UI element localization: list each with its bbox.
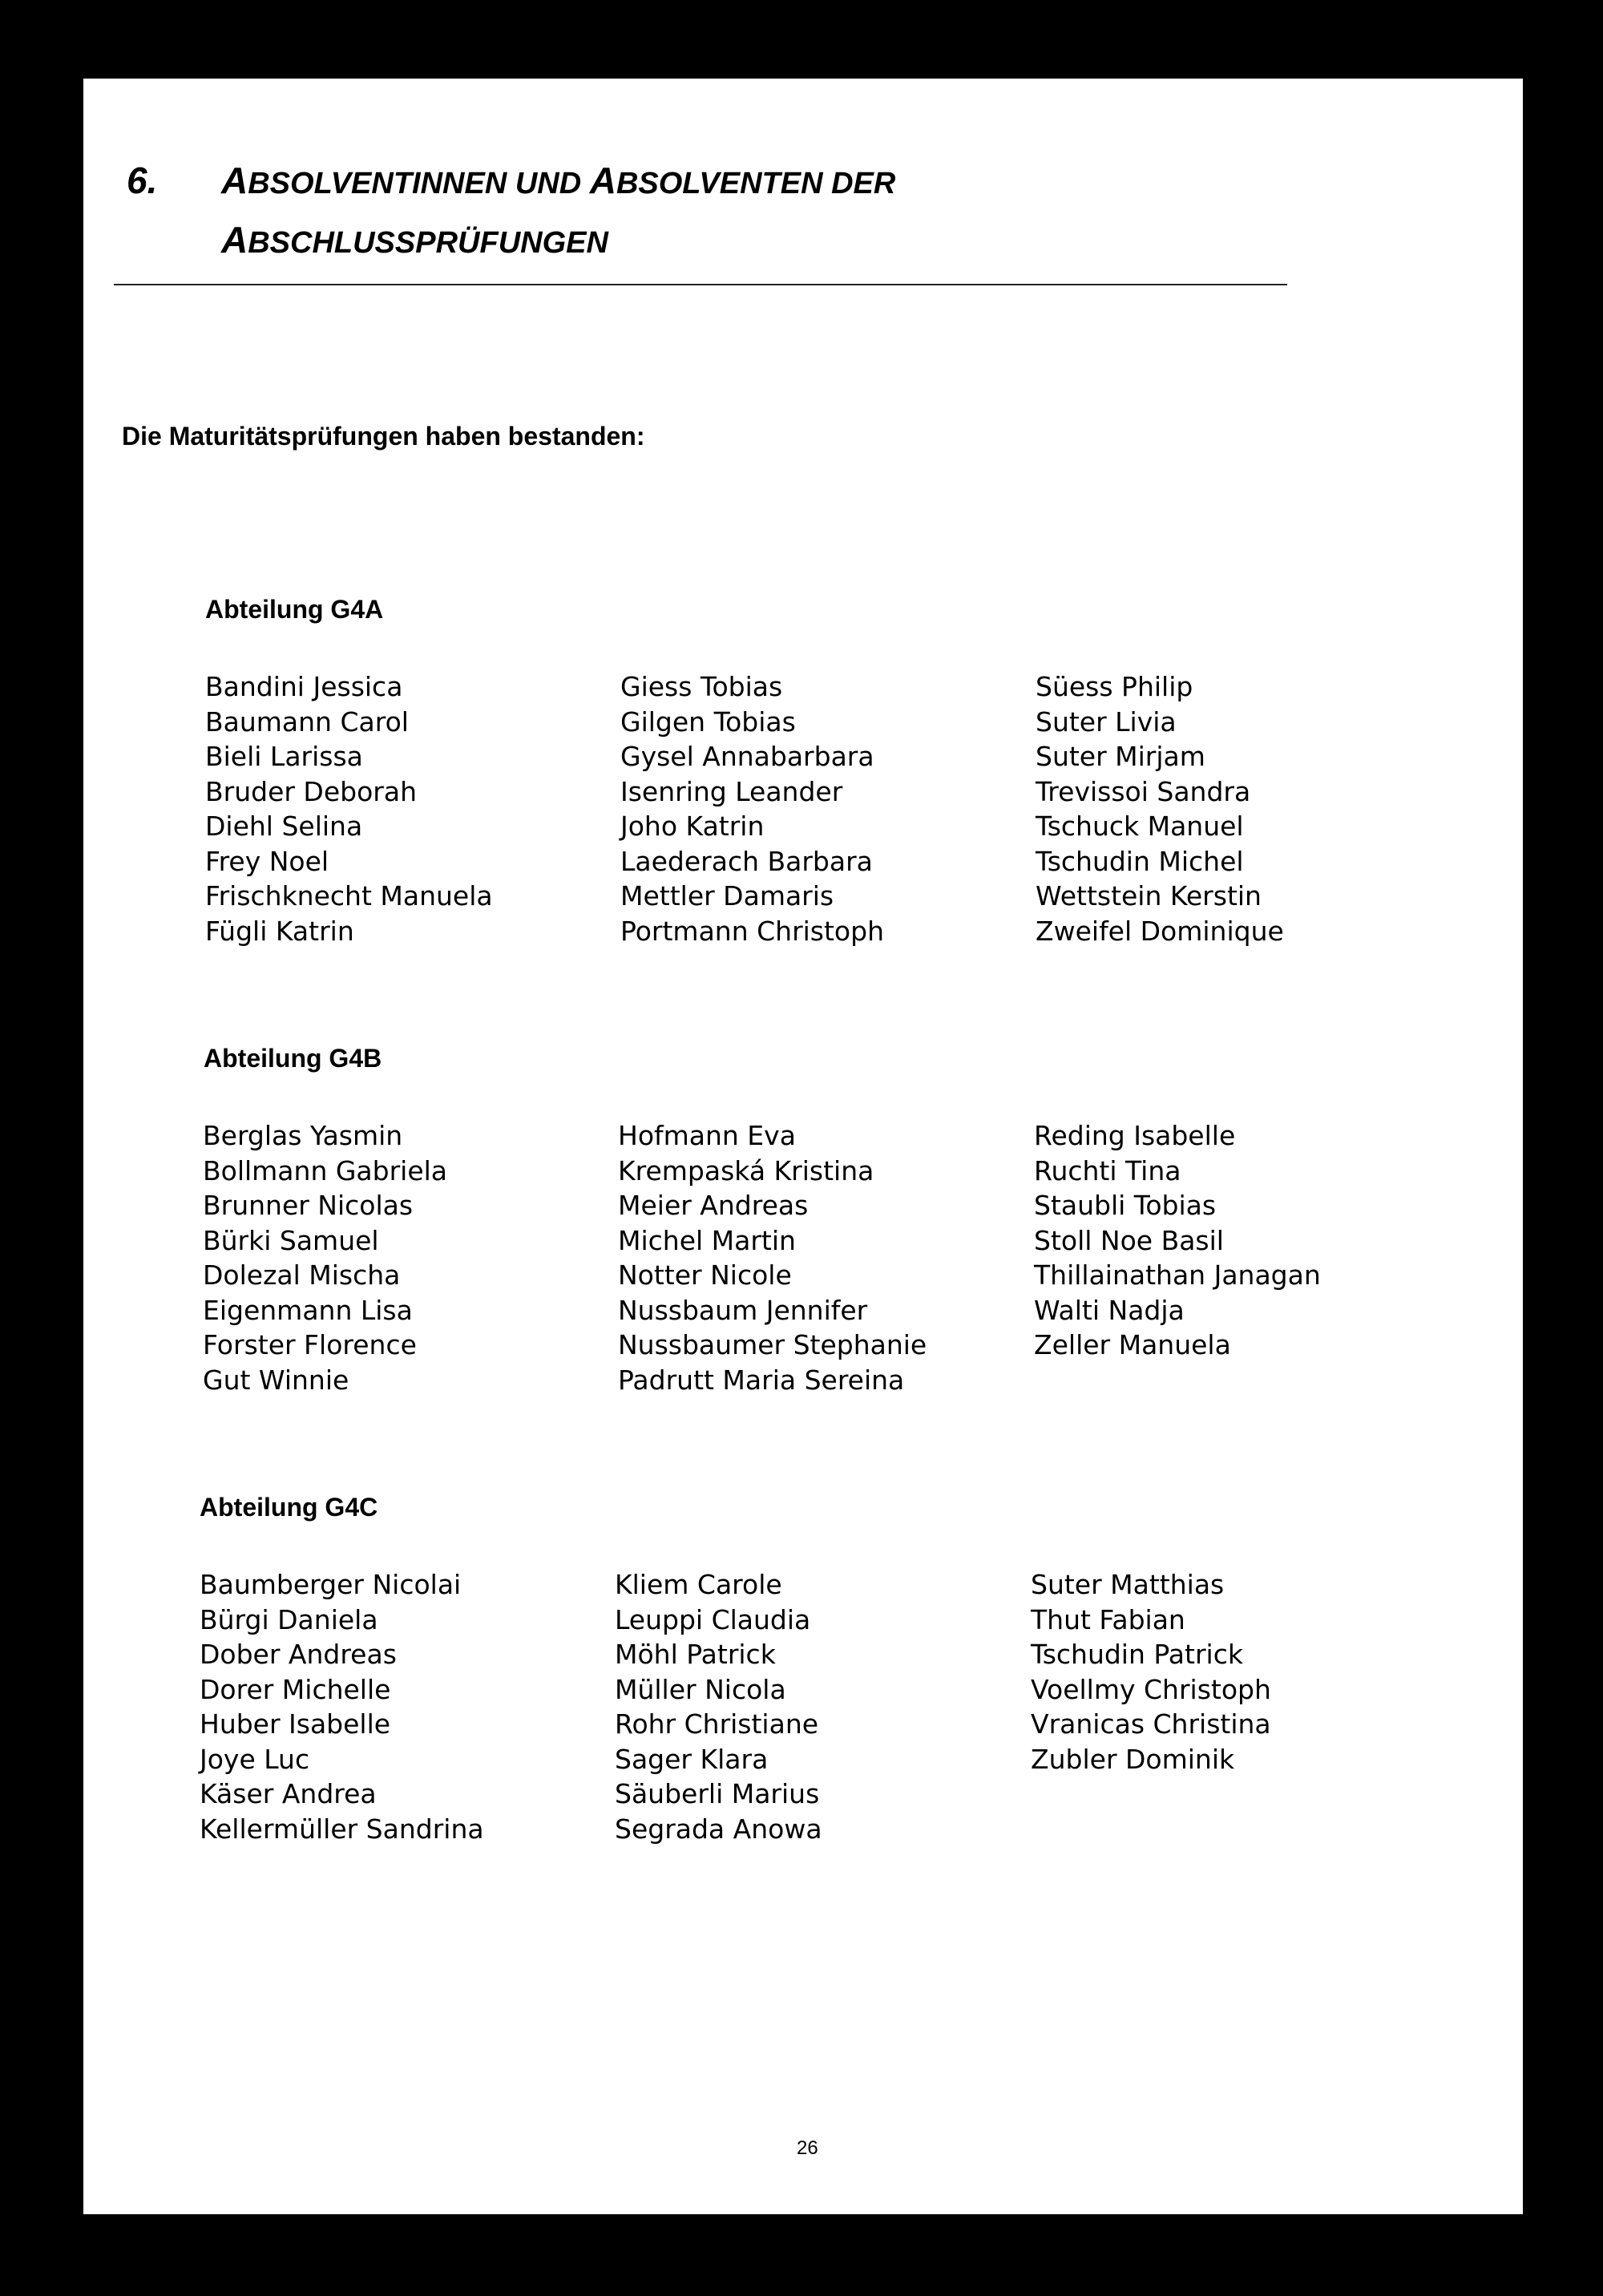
heading-initial: A — [221, 160, 248, 201]
list-item: Hofmann Eva — [618, 1120, 796, 1151]
heading-word: BSOLVENTEN DER — [616, 167, 896, 200]
name-column — [200, 1567, 484, 1846]
name-column — [1034, 1118, 1321, 1363]
list-item: Baumberger Nicolai — [200, 1569, 462, 1600]
list-item: Zweifel Dominique — [1036, 915, 1284, 947]
list-item: Eigenmann Lisa — [203, 1294, 413, 1326]
list-item: Michel Martin — [618, 1224, 796, 1256]
intro-text: Die Maturitätsprüfungen haben bestanden: — [122, 422, 645, 451]
list-item: Frey Noel — [205, 845, 329, 877]
list-item: Suter Mirjam — [1036, 741, 1205, 772]
list-item: Gysel Annabarbara — [620, 741, 874, 772]
name-column — [205, 669, 493, 948]
list-item: Tschuck Manuel — [1036, 810, 1244, 842]
list-item: Notter Nicole — [618, 1259, 792, 1291]
section-title-g4a: Abteilung G4A — [205, 595, 384, 624]
list-item: Wettstein Kerstin — [1036, 880, 1262, 912]
list-item: Müller Nicola — [615, 1673, 786, 1705]
list-item: Bandini Jessica — [205, 671, 403, 702]
list-item: Portmann Christoph — [620, 915, 884, 947]
page-number: 26 — [797, 2137, 818, 2159]
heading-line-1 — [127, 152, 895, 212]
list-item: Nussbaum Jennifer — [618, 1294, 868, 1326]
section-title-g4c: Abteilung G4C — [200, 1493, 378, 1522]
list-item: Reding Isabelle — [1034, 1120, 1236, 1151]
list-item: Stoll Noe Basil — [1034, 1224, 1224, 1256]
list-item: Mettler Damaris — [620, 880, 834, 912]
list-item: Baumann Carol — [205, 705, 409, 738]
list-item: Bieli Larissa — [205, 741, 363, 772]
name-column — [620, 669, 884, 948]
list-item: Käser Andrea — [200, 1778, 377, 1809]
list-item: Suter Livia — [1036, 705, 1177, 738]
list-item: Dober Andreas — [200, 1639, 397, 1670]
list-item: Dorer Michelle — [200, 1673, 391, 1705]
list-item: Isenring Leander — [620, 775, 843, 807]
list-item: Joye Luc — [200, 1743, 310, 1775]
list-item: Nussbaumer Stephanie — [618, 1329, 927, 1360]
chapter-heading — [127, 152, 895, 271]
name-column — [615, 1567, 822, 1846]
list-item: Bollmann Gabriela — [203, 1154, 448, 1186]
list-item: Diehl Selina — [205, 810, 363, 842]
chapter-number: 6. — [127, 160, 158, 201]
list-item: Tschudin Michel — [1036, 845, 1244, 877]
heading-initial: A — [589, 160, 616, 201]
list-item: Möhl Patrick — [615, 1639, 776, 1670]
list-item: Krempaská Kristina — [618, 1154, 874, 1186]
name-column — [1036, 669, 1284, 948]
list-item: Joho Katrin — [620, 810, 765, 842]
list-item: Forster Florence — [203, 1329, 417, 1360]
list-item: Leuppi Claudia — [615, 1603, 811, 1635]
list-item: Segrada Anowa — [615, 1813, 822, 1845]
list-item: Berglas Yasmin — [203, 1120, 403, 1151]
heading-word: BSCHLUSSPRÜFUNGEN — [248, 226, 608, 260]
list-item: Walti Nadja — [1034, 1294, 1185, 1326]
list-item: Zubler Dominik — [1031, 1743, 1235, 1775]
list-item: Brunner Nicolas — [203, 1190, 414, 1221]
list-item: Frischknecht Manuela — [205, 880, 493, 912]
list-item: Ruchti Tina — [1034, 1154, 1181, 1186]
list-item: Thut Fabian — [1031, 1603, 1185, 1635]
list-item: Bürgi Daniela — [200, 1603, 378, 1635]
list-item: Sager Klara — [615, 1743, 769, 1775]
heading-line-2 — [127, 212, 895, 271]
name-column — [203, 1118, 447, 1397]
list-item: Tschudin Patrick — [1031, 1639, 1243, 1670]
list-item: Staubli Tobias — [1034, 1190, 1217, 1221]
heading-divider — [114, 284, 1287, 285]
name-column — [1031, 1567, 1271, 1777]
list-item: Huber Isabelle — [200, 1708, 391, 1740]
list-item: Kellermüller Sandrina — [200, 1813, 484, 1845]
list-item: Säuberli Marius — [615, 1778, 820, 1809]
list-item: Süess Philip — [1036, 671, 1193, 702]
section-title-g4b: Abteilung G4B — [204, 1044, 382, 1073]
heading-initial: A — [221, 219, 248, 261]
list-item: Gilgen Tobias — [620, 705, 796, 738]
list-item: Vranicas Christina — [1031, 1708, 1271, 1740]
list-item: Zeller Manuela — [1034, 1329, 1231, 1360]
list-item: Laederach Barbara — [620, 845, 873, 877]
list-item: Giess Tobias — [620, 671, 783, 702]
list-item: Bürki Samuel — [203, 1224, 379, 1256]
list-item: Rohr Christiane — [615, 1708, 819, 1740]
list-item: Dolezal Mischa — [203, 1259, 401, 1291]
list-item: Suter Matthias — [1031, 1569, 1225, 1600]
list-item: Trevissoi Sandra — [1036, 775, 1251, 807]
name-column — [618, 1118, 927, 1397]
list-item: Voellmy Christoph — [1031, 1673, 1271, 1705]
list-item: Kliem Carole — [615, 1569, 782, 1600]
heading-word: BSOLVENTINNEN UND — [248, 167, 590, 200]
list-item: Bruder Deborah — [205, 775, 417, 807]
list-item: Meier Andreas — [618, 1190, 809, 1221]
list-item: Gut Winnie — [203, 1364, 349, 1396]
list-item: Thillainathan Janagan — [1034, 1259, 1321, 1291]
list-item: Fügli Katrin — [205, 915, 354, 947]
list-item: Padrutt Maria Sereina — [618, 1364, 905, 1396]
